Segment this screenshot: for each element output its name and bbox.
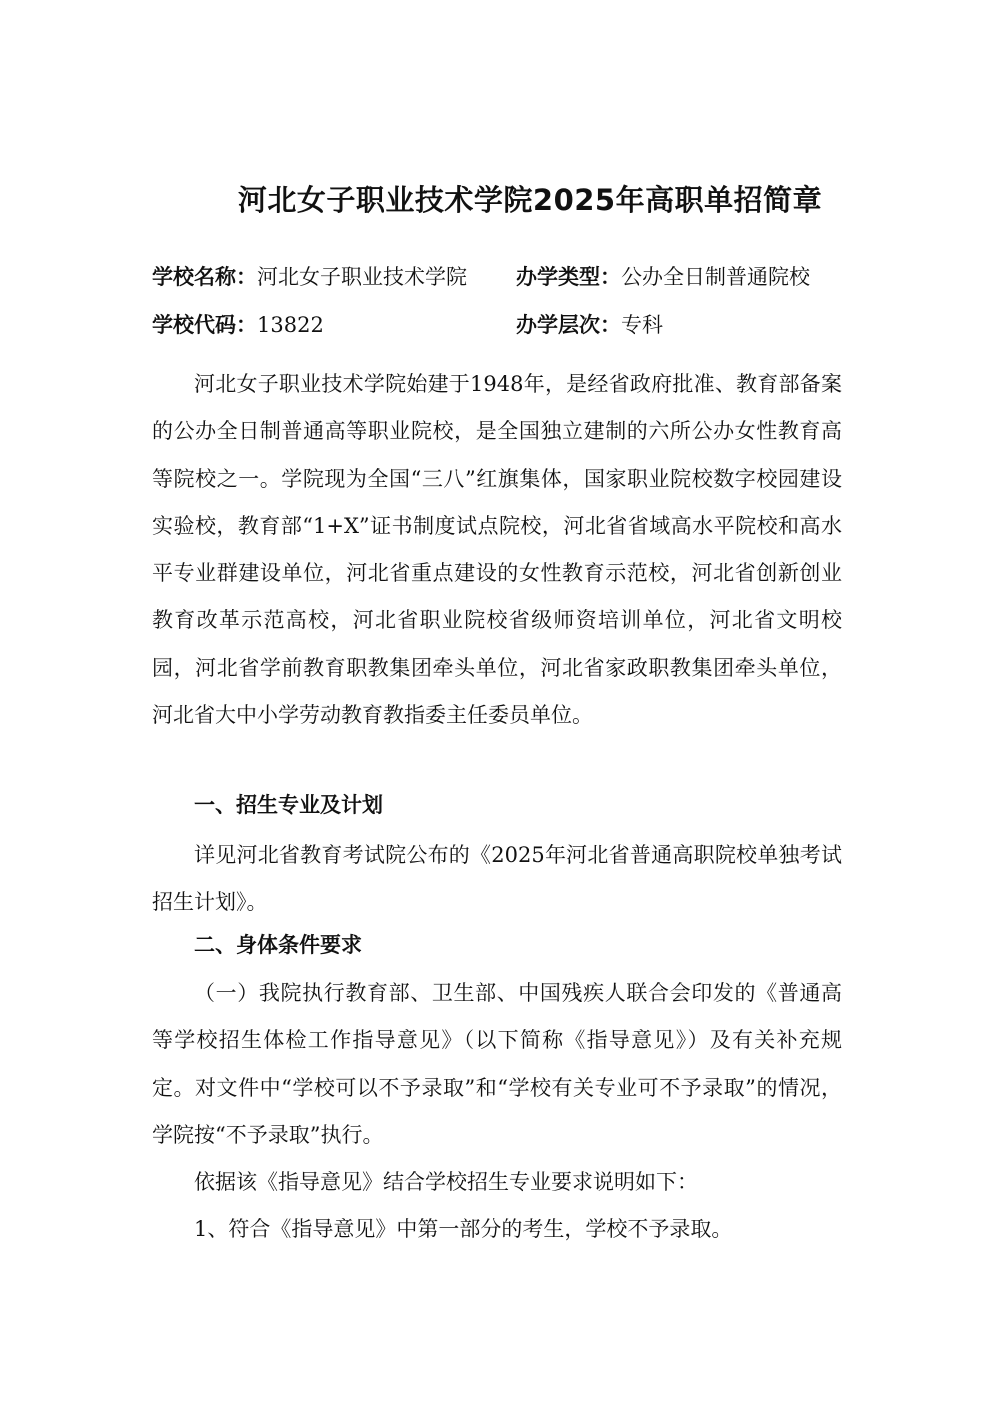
section2-heading: 二、身体条件要求 xyxy=(194,933,362,957)
info-row-code-level xyxy=(152,305,872,345)
school-name-field xyxy=(152,257,467,297)
intro-section xyxy=(152,361,842,739)
school-type-value: 公办全日制普通院校 xyxy=(621,265,810,289)
school-code-value: 13822 xyxy=(257,313,324,337)
school-type-label: 办学类型： xyxy=(516,265,621,289)
section2-paragraph-2: 依据该《指导意见》结合学校招生专业要求说明如下： xyxy=(194,1170,698,1195)
section2-body xyxy=(152,970,842,1254)
school-level-value: 专科 xyxy=(621,313,663,337)
section1-body xyxy=(152,832,842,927)
section2-paragraph-3: 1、符合《指导意见》中第一部分的考生，学校不予录取。 xyxy=(194,1217,733,1242)
school-code-field xyxy=(152,305,324,345)
info-row-name-type xyxy=(152,257,872,297)
document-title: 河北女子职业技术学院2025年高职单招简章 xyxy=(237,183,823,217)
school-name-label: 学校名称： xyxy=(152,265,257,289)
section1-paragraph: 详见河北省教育考试院公布的《2025年河北省普通高职院校单独考试招生计划》。 xyxy=(152,843,842,915)
school-name-value: 河北女子职业技术学院 xyxy=(257,265,467,289)
school-type-field xyxy=(516,257,810,297)
intro-paragraph: 河北女子职业技术学院始建于1948年，是经省政府批准、教育部备案的公办全日制普通高等职业院校，是全国独立建制的六所公办女性教育高等院校之一。学院现为全国“三八”红旗集体，国家职业院校数字校园建设实验校，教育部“1+X”证书制度试点院校，河北省省域高水平院校和高水平专业群建设单位，河北省重点建设的女性教育示范校，河北省创新创业教育改革示范高校，河北省职业院校省级师资培训单位，河北省文明校园，河北省学前教育职教集团牵头单位，河北省家政职教集团牵头单位，河北省大中小学劳动教育教指委主任委员单位。 xyxy=(152,372,842,728)
section2-paragraph-1: （一）我院执行教育部、卫生部、中国残疾人联合会印发的《普通高等学校招生体检工作指导意见》（以下简称《指导意见》）及有关补充规定。对文件中“学校可以不予录取”和“学校有关专业可不予录取”的情况，学院按“不予录取”执行。 xyxy=(152,981,842,1147)
school-level-field xyxy=(516,305,663,345)
section1-heading: 一、招生专业及计划 xyxy=(194,793,383,817)
school-code-label: 学校代码： xyxy=(152,313,257,337)
school-level-label: 办学层次： xyxy=(516,313,621,337)
